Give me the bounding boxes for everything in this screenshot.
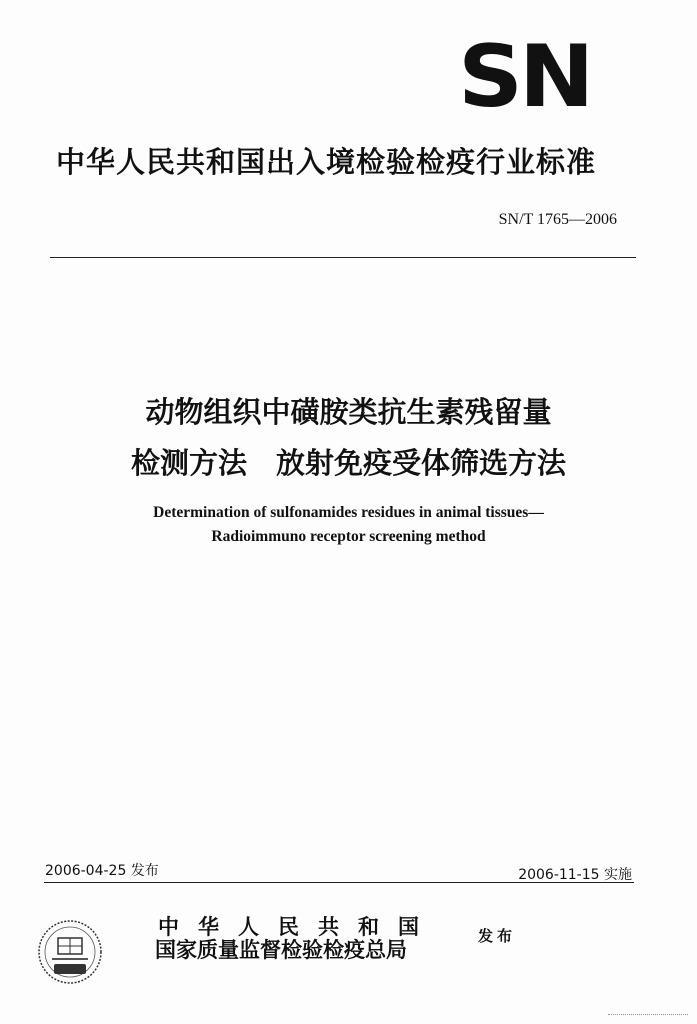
title-en-line1: Determination of sulfonamides residues in animal tissues—: [153, 504, 544, 521]
issuing-industry-title: 中华人民共和国出入境检验检疫行业标准: [56, 145, 597, 179]
standard-number: SN/T 1765—2006: [498, 211, 617, 228]
anti-counterfeit-seal-icon: [36, 918, 104, 986]
footer-divider: [44, 882, 634, 883]
issuer-country: 中华人民共和国: [158, 914, 438, 939]
implementation-date: 2006-11-15 实施: [518, 867, 632, 883]
title-en-line2: Radioimmuno receptor screening method: [211, 528, 486, 545]
sn-logo: SN: [458, 27, 591, 127]
title-zh-line1: 动物组织中磺胺类抗生素残留量: [145, 395, 552, 429]
issuer-agency: 国家质量监督检验检疫总局: [155, 937, 407, 962]
publish-label: 发布: [478, 927, 517, 945]
title-zh-line2: 检测方法 放射免疫受体筛选方法: [130, 446, 566, 480]
scan-edge-mark: [608, 1014, 688, 1015]
header-divider: [50, 257, 636, 258]
issue-date: 2006-04-25 发布: [45, 863, 159, 879]
